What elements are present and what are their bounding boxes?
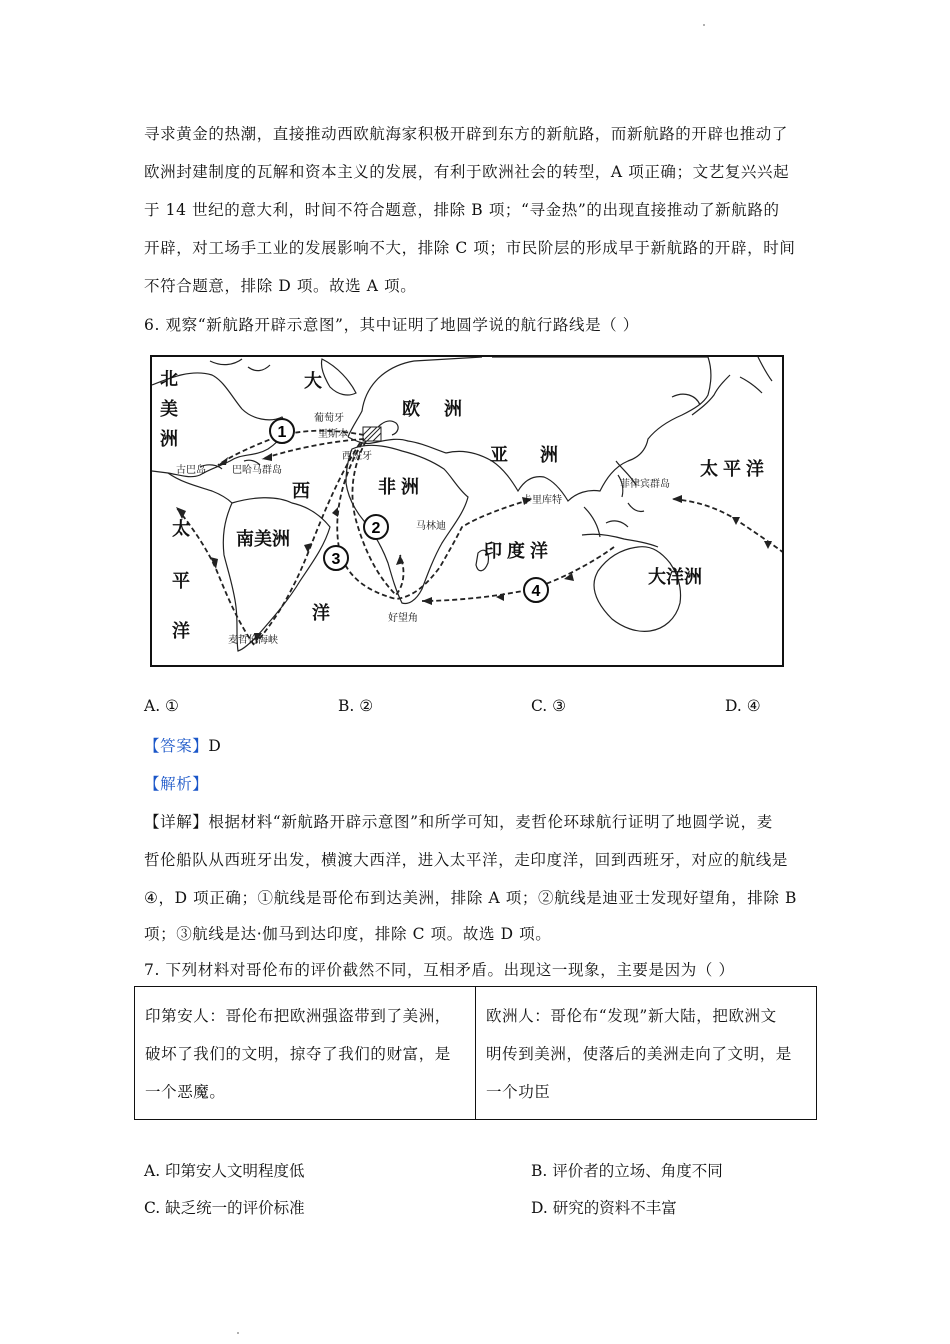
q6-option-c: C. ③ <box>531 697 567 715</box>
q6-detail-line: ④，D 项正确；①航线是哥伦布到达美洲，排除 A 项；②航线是迪亚士发现好望角，排除 B <box>144 889 798 907</box>
label-xibanya: 西班牙 <box>342 451 372 462</box>
analysis-tag: 【解析】 <box>144 775 209 793</box>
label-haowangjiao: 好望角 <box>388 613 418 624</box>
explanation-line: 欧洲封建制度的瓦解和资本主义的发展，有利于欧洲社会的转型，A 项正确；文艺复兴兴起 <box>144 163 790 181</box>
q6-detail-line <box>144 810 773 832</box>
label-feilvbin: 菲律宾群岛 <box>620 479 670 490</box>
label-mei: 美 <box>160 399 178 419</box>
label-kalikate: 卡里库特 <box>522 495 562 506</box>
q6-analysis-heading <box>144 772 208 794</box>
route-marker-1 <box>270 419 294 443</box>
q7-option-d: D. 研究的资料不丰富 <box>531 1199 677 1217</box>
detail-tag: 【详解】 <box>144 813 209 831</box>
route-marker-4 <box>524 578 548 602</box>
q6-detail-line: 哲伦船队从西班牙出发，横渡大西洋，进入太平洋，走印度洋，回到西班牙，对应的航线是 <box>144 851 789 869</box>
label-ya: 亚 <box>490 445 508 465</box>
label-yang: 洋 <box>312 603 330 623</box>
q7-option-b: B. 评价者的立场、角度不同 <box>531 1162 723 1180</box>
q7-left-cell <box>135 987 476 1120</box>
label-xi: 西 <box>292 481 310 501</box>
route-marker-2 <box>364 515 388 539</box>
label-putaoya: 葡萄牙 <box>314 413 344 424</box>
scan-dot <box>703 24 705 26</box>
answer-value: D <box>208 737 222 755</box>
label-lisiben: 里斯本 <box>318 429 348 440</box>
explanation-line: 寻求黄金的热潮，直接推动西欧航海家积极开辟到东方的新航路，而新航路的开辟也推动了 <box>144 125 789 143</box>
q7-option-a: A. 印第安人文明程度低 <box>144 1162 305 1180</box>
q6-detail-line: 项；③航线是达·伽马到达印度，排除 C 项。故选 D 项。 <box>144 925 552 943</box>
label-taipingyang: 太 平 洋 <box>700 459 765 479</box>
label-feizhou: 非 洲 <box>378 477 420 497</box>
label-bahama: 巴哈马群岛 <box>232 465 282 476</box>
label-ou: 欧 <box>402 399 420 419</box>
route-marker-3 <box>324 546 348 570</box>
land-outlines <box>152 357 772 651</box>
explanation-line: 开辟，对工场手工业的发展影响不大，排除 C 项；市民阶层的形成早于新航路的开辟，时间 <box>144 239 796 257</box>
iberia-hatch <box>363 427 381 441</box>
q7-left-line: 一个恶魔。 <box>145 1083 226 1101</box>
scan-dot <box>237 1332 239 1334</box>
label-zhou-na: 洲 <box>160 429 178 449</box>
explanation-line: 于 14 世纪的意大利，时间不符合题意，排除 B 项；“寻金热”的出现直接推动了新航路的 <box>144 201 780 219</box>
label-taiping-1: 太 <box>172 519 190 539</box>
new-routes-map <box>150 355 784 667</box>
q6-answer <box>144 734 221 756</box>
detail-text: 根据材料“新航路开辟示意图”和所学可知，麦哲伦环球航行证明了地圆学说，麦 <box>208 813 773 831</box>
svg-text:3: 3 <box>331 551 341 568</box>
answer-tag: 【答案】 <box>144 737 209 755</box>
q6-option-d: D. ④ <box>725 697 761 715</box>
label-gubadao: 古巴岛 <box>176 465 206 476</box>
q6-stem: 6. 观察“新航路开辟示意图”，其中证明了地圆学说的航行路线是（ ） <box>144 316 639 334</box>
q7-right-cell <box>476 987 817 1120</box>
q6-option-a: A. ① <box>144 697 179 715</box>
q6-option-b: B. ② <box>338 697 374 715</box>
q7-right-line: 明传到美洲，使落后的美洲走向了文明，是 <box>486 1045 792 1063</box>
q7-left-line: 破坏了我们的文明，掠夺了我们的财富，是 <box>145 1045 451 1063</box>
label-nanmeizhou: 南美洲 <box>236 529 290 549</box>
label-yinduyang: 印 度 洋 <box>484 541 549 561</box>
q7-material-table <box>134 986 817 1120</box>
q7-option-c: C. 缺乏统一的评价标准 <box>144 1199 305 1217</box>
label-malindi: 马林迪 <box>416 521 446 532</box>
label-bei: 北 <box>160 369 178 389</box>
explanation-line: 不符合题意，排除 D 项。故选 A 项。 <box>144 277 417 295</box>
q7-stem: 7. 下列材料对哥伦布的评价截然不同，互相矛盾。出现这一现象，主要是因为（ ） <box>144 961 735 979</box>
label-zhou-eu: 洲 <box>444 399 462 419</box>
label-zhou-as: 洲 <box>540 445 558 465</box>
label-da: 大 <box>304 371 322 391</box>
label-maizhelun: 麦哲伦海峡 <box>228 635 278 646</box>
q7-right-line: 一个功臣 <box>486 1083 551 1101</box>
svg-text:4: 4 <box>531 583 541 600</box>
svg-text:2: 2 <box>371 520 381 537</box>
svg-text:1: 1 <box>277 424 287 441</box>
label-taiping-3: 洋 <box>172 621 190 641</box>
label-taiping-2: 平 <box>172 571 190 591</box>
q7-right-line: 欧洲人：哥伦布“发现”新大陆，把欧洲文 <box>486 1007 777 1025</box>
q7-left-line: 印第安人：哥伦布把欧洲强盗带到了美洲， <box>145 1007 451 1025</box>
label-dayangzhou: 大洋洲 <box>648 567 702 587</box>
